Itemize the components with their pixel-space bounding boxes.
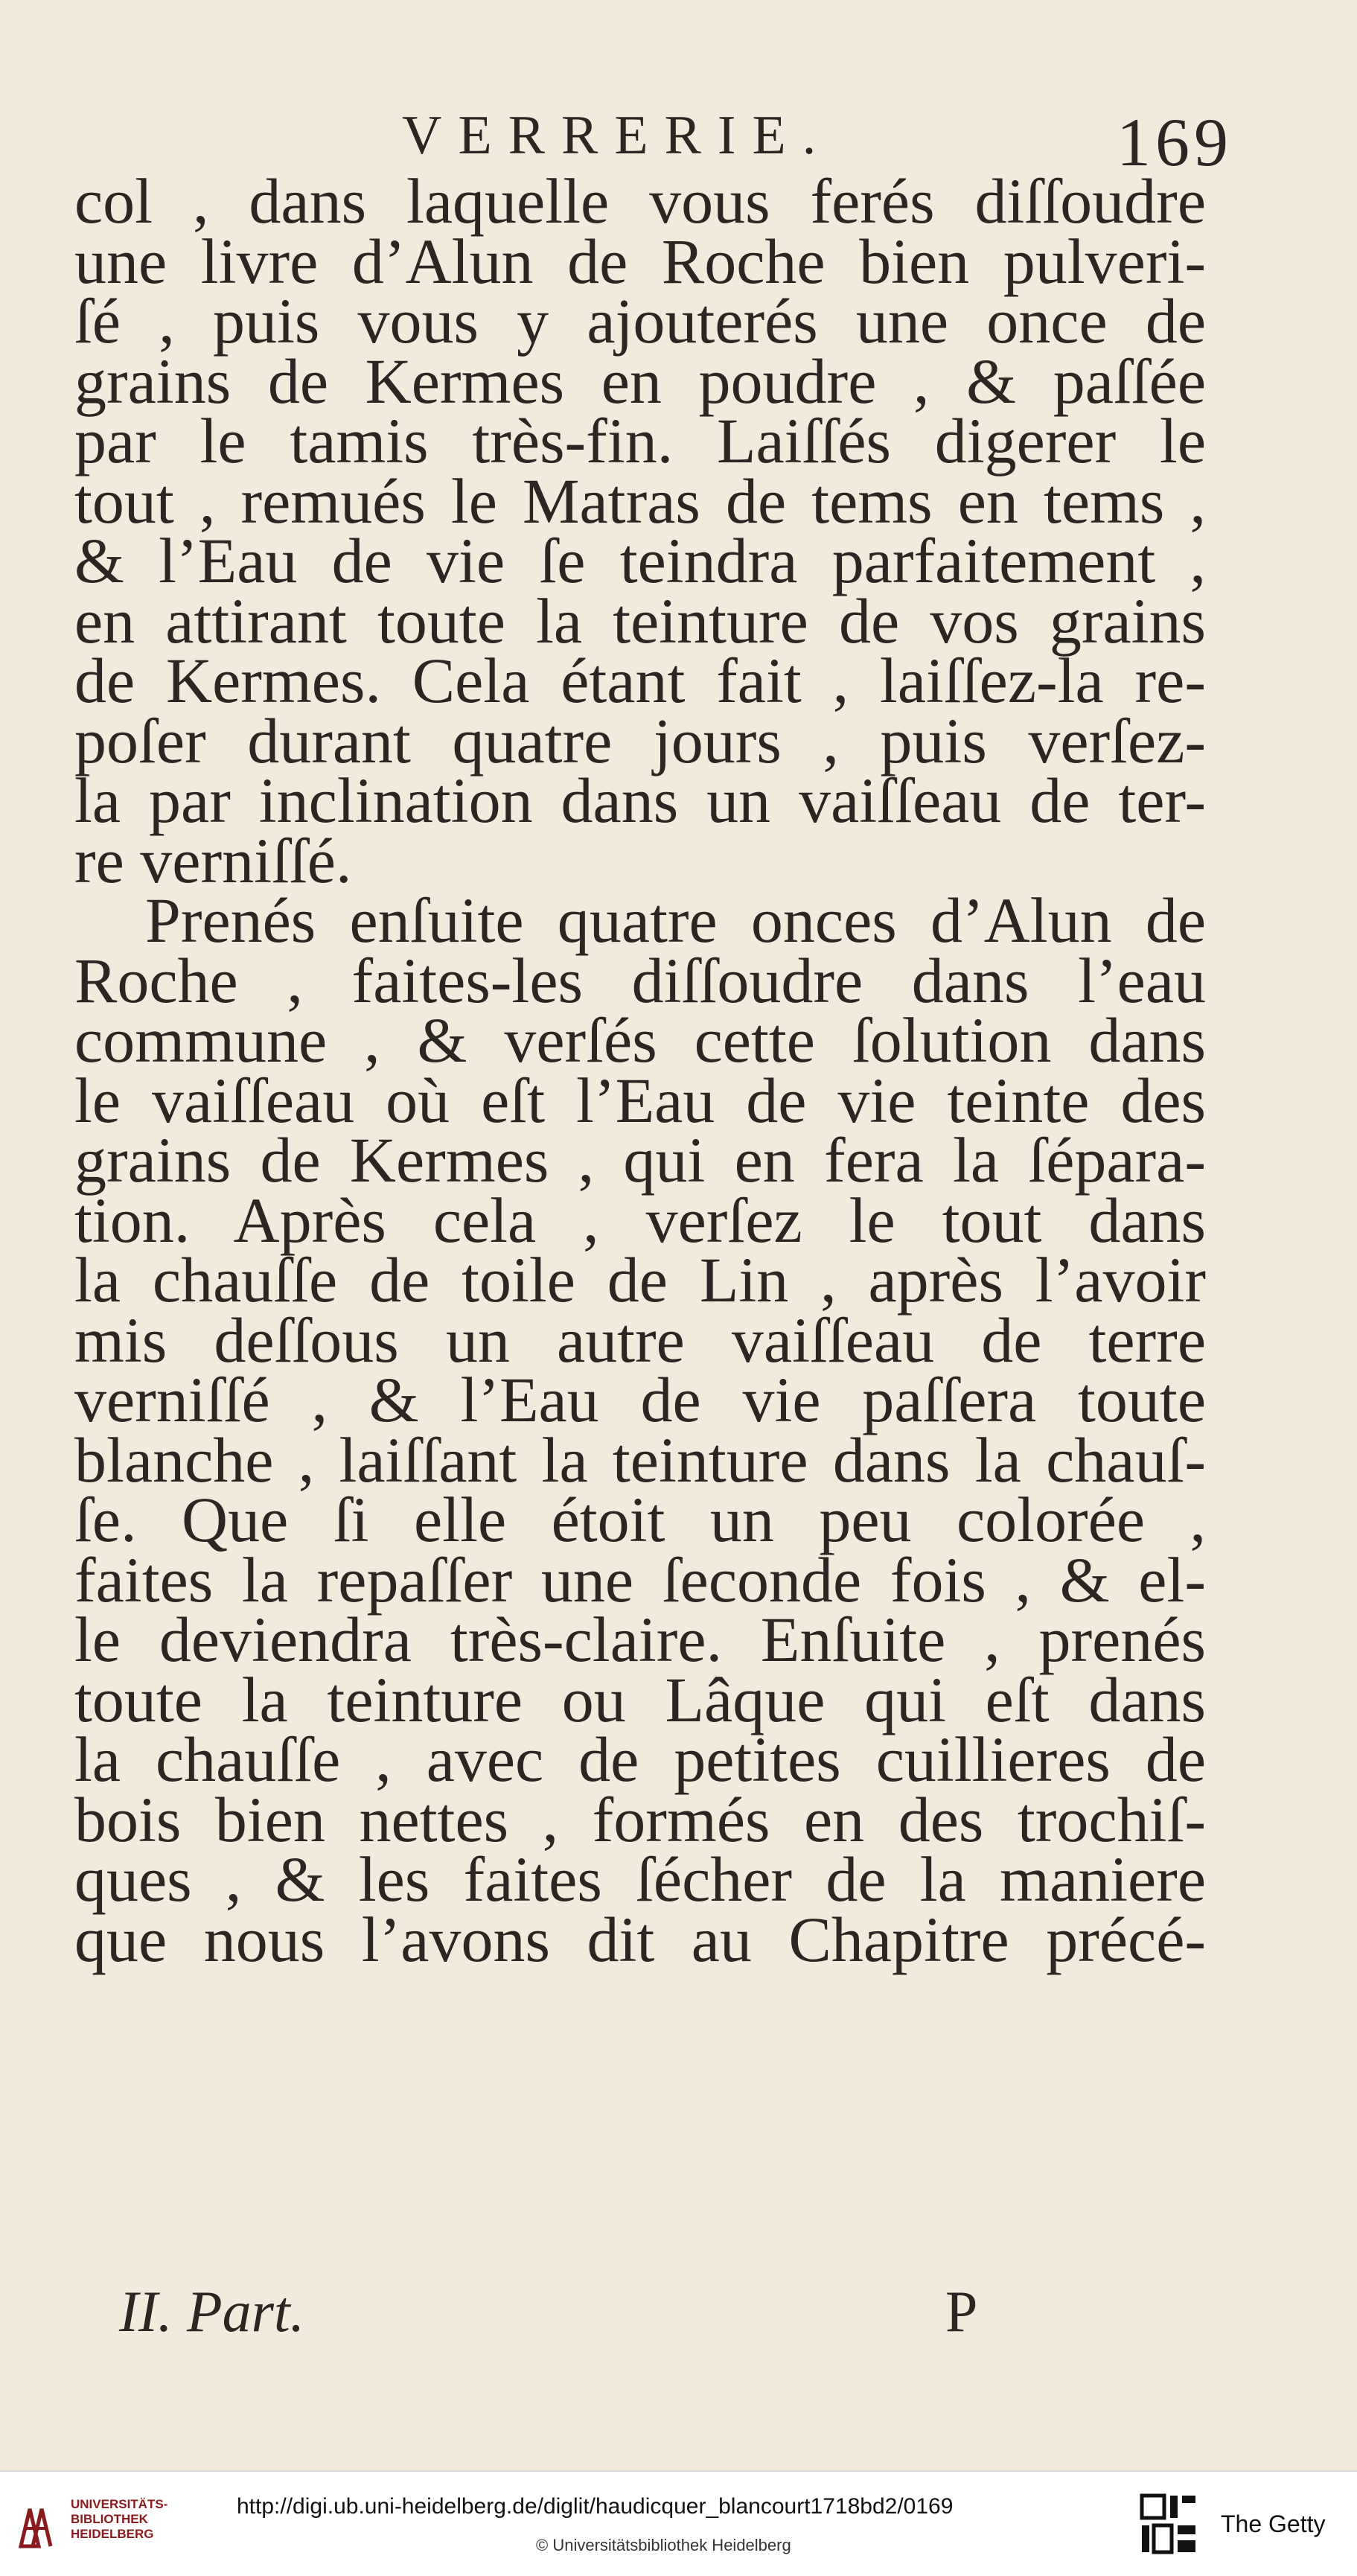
getty-logo-icon [1139,2493,1198,2555]
text-line: le deviendra très-claire. Enſuite , prenés [74,1604,1206,1675]
running-head: VERRERIE. [402,105,833,166]
library-name [71,2497,167,2542]
text-line: une livre d’Alun de Roche bien pulveri- [74,225,1206,297]
text-line: commune , & verſés cette ſolution dans [74,1004,1206,1076]
text-line: Roche , faites-les diſſoudre dans l’eau [74,944,1206,1016]
text-line: re verniſſé. [74,824,352,896]
text-line: Prenés enſuite quatre onces d’Alun de [145,884,1206,956]
text-line: le vaiſſeau où eſt l’Eau de vie teinte des [74,1064,1206,1136]
text-line: la chauſſe , avec de petites cuillieres de [74,1724,1206,1795]
text-line: col , dans laquelle vous ferés diſſoudre [74,165,1206,237]
text-line: la chauſſe de toile de Lin , après l’avoir [74,1244,1206,1316]
heidelberg-library-logo-icon [15,2494,60,2554]
library-name-line: HEIDELBERG [71,2527,154,2541]
text-line: tion. Après cela , verſez le tout dans [74,1184,1206,1256]
text-line: ſe. Que ſi elle étoit un peu colorée , [74,1484,1206,1555]
text-line: bois bien nettes , formés en des trochiſ- [74,1783,1206,1855]
permalink-url[interactable]: http://digi.ub.uni-heidelberg.de/diglit/haudicquer_blancourt1718bd2/0169 [237,2494,954,2519]
text-line: la par inclination dans un vaiſſeau de ter- [74,765,1206,836]
text-line: de Kermes. Cela étant fait , laiſſez-la re- [74,645,1206,716]
library-name-line: UNIVERSITÄTS- [71,2497,168,2511]
signature-row [119,2278,1087,2345]
signature-mark: P [945,2279,978,2344]
copyright-notice: © Universitätsbibliothek Heidelberg [536,2536,791,2554]
viewer-footer [0,2470,1357,2576]
body-text [74,165,1206,1975]
text-line: grains de Kermes , qui en fera la ſépara- [74,1124,1206,1196]
text-line: que nous l’avons dit au Chapitre précé- [74,1903,1206,1975]
text-line: mis deſſous un autre vaiſſeau de terre [74,1304,1206,1376]
text-line: & l’Eau de vie ſe teindra parfaitement , [74,525,1206,596]
text-line: toute la teinture ou Lâque qui eſt dans [74,1663,1206,1735]
text-line: ques , & les faites ſécher de la maniere [74,1843,1206,1915]
text-line: verniſſé , & l’Eau de vie paſſera toute [74,1364,1206,1435]
library-name-line: BIBLIOTHEK [71,2512,148,2526]
text-line: grains de Kermes en poudre , & paſſée [74,345,1206,417]
part-label: II. Part. [119,2279,305,2344]
partner-name: The Getty [1221,2510,1326,2537]
page-number: 169 [1117,104,1233,180]
text-line: blanche , laiſſant la teinture dans la chauſ- [74,1424,1206,1496]
text-line: par le tamis très-fin. Laiſſés digerer le [74,405,1206,476]
text-line: en attirant toute la teinture de vos grains [74,584,1206,657]
text-line: faites la repaſſer une ſeconde fois , & el- [74,1543,1206,1616]
text-line: ſé , puis vous y ajouterés une once de [74,285,1206,357]
text-line: tout , remués le Matras de tems en tems , [74,465,1206,537]
text-line: poſer durant quatre jours , puis verſez- [74,704,1206,777]
